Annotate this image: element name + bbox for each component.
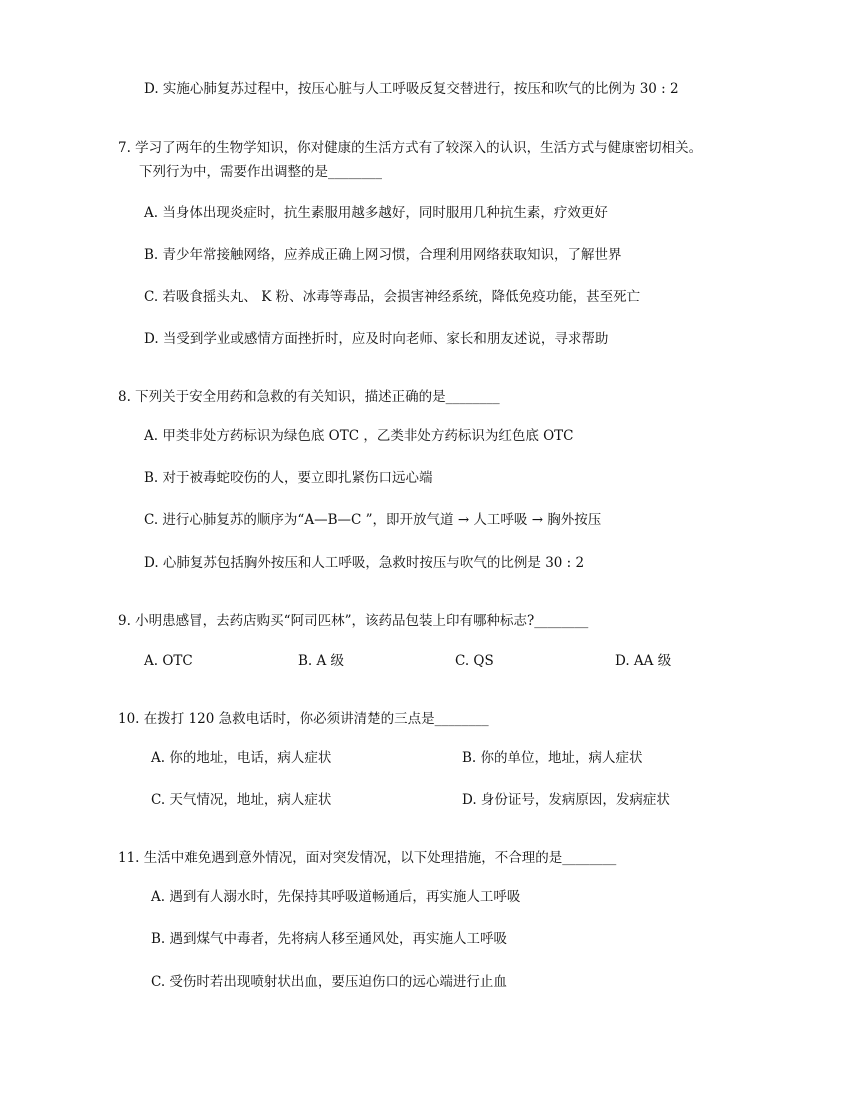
- q8-option-a[interactable]: A. 甲类非处方药标识为绿色底 OTC ，乙类非处方药标识为红色底 OTC: [144, 428, 574, 444]
- q8-option-b[interactable]: B. 对于被毒蛇咬伤的人，要立即扎紧伤口远心端: [144, 470, 433, 486]
- q11-option-b[interactable]: B. 遇到煤气中毒者，先将病人移至通风处，再实施人工呼吸: [151, 931, 508, 947]
- q10-option-b[interactable]: B. 你的单位，地址，病人症状: [462, 750, 643, 766]
- q11-option-a[interactable]: A. 遇到有人溺水时，先保持其呼吸道畅通后，再实施人工呼吸: [151, 889, 521, 905]
- q7-stem-line1: 7. 学习了两年的生物学知识，你对健康的生活方式有了较深入的认识，生活方式与健康密切相关。: [118, 140, 703, 156]
- q9-option-c[interactable]: C. QS: [455, 653, 494, 669]
- q9-stem: 9. 小明患感冒，去药店购买“阿司匹林”，该药品包装上印有哪种标志?________: [118, 613, 589, 629]
- q9-option-d[interactable]: D. AA 级: [615, 653, 672, 669]
- q9-option-b[interactable]: B. A 级: [298, 653, 345, 669]
- q8-option-d[interactable]: D. 心肺复苏包括胸外按压和人工呼吸，急救时按压与吹气的比例是 30 : 2: [144, 555, 585, 571]
- q6-option-d[interactable]: D. 实施心肺复苏过程中，按压心脏与人工呼吸反复交替进行，按压和吹气的比例为 30 : 2: [144, 81, 679, 97]
- q7-option-b[interactable]: B. 青少年常接触网络，应养成正确上网习惯，合理利用网络获取知识，了解世界: [144, 247, 622, 263]
- q10-option-d[interactable]: D. 身份证号，发病原因，发病症状: [462, 792, 670, 808]
- q7-option-d[interactable]: D. 当受到学业或感情方面挫折时，应及时向老师、家长和朋友述说，寻求帮助: [144, 331, 609, 347]
- q8-option-c[interactable]: C. 进行心肺复苏的顺序为“A—B—C ”，即开放气道 → 人工呼吸 → 胸外按压: [144, 512, 602, 528]
- q10-stem: 10. 在拨打 120 急救电话时，你必须讲清楚的三点是________: [118, 711, 489, 727]
- q7-option-c[interactable]: C. 若吸食摇头丸、 K 粉、冰毒等毒品，会损害神经系统，降低免疫功能，甚至死亡: [144, 289, 641, 305]
- q7-stem-line2: 下列行为中，需要作出调整的是________: [139, 164, 382, 180]
- q10-option-a[interactable]: A. 你的地址，电话，病人症状: [151, 750, 332, 766]
- q11-stem: 11. 生活中难免遇到意外情况，面对突发情况，以下处理措施，不合理的是________: [118, 850, 617, 866]
- q9-option-a[interactable]: A. OTC: [144, 653, 193, 669]
- q7-option-a[interactable]: A. 当身体出现炎症时，抗生素服用越多越好，同时服用几种抗生素，疗效更好: [144, 205, 608, 221]
- q8-stem: 8. 下列关于安全用药和急救的有关知识，描述正确的是________: [118, 389, 500, 405]
- q10-option-c[interactable]: C. 天气情况，地址，病人症状: [151, 792, 332, 808]
- q11-option-c[interactable]: C. 受伤时若出现喷射状出血，要压迫伤口的远心端进行止血: [151, 974, 507, 990]
